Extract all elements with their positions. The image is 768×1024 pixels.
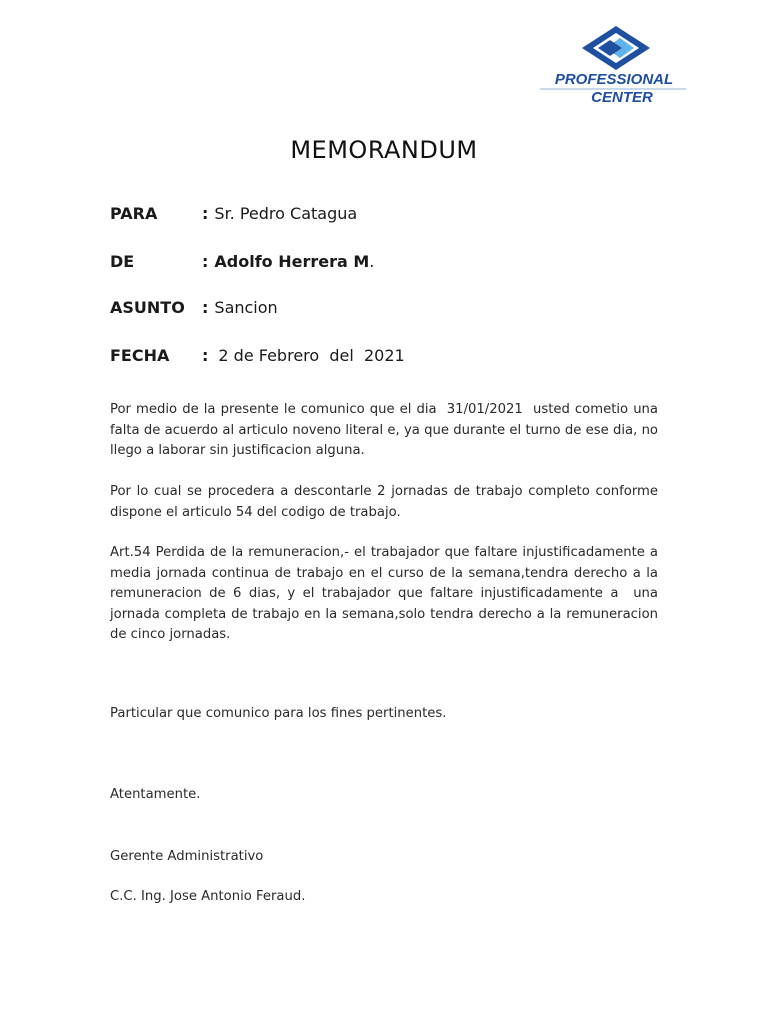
logo-line2: CENTER [591,89,653,106]
para-value: Sr. Pedro Catagua [214,204,358,223]
professional-center-logo-icon [534,22,694,106]
field-asunto: ASUNTO : Sancion [110,298,278,317]
fecha-label: FECHA [110,346,170,365]
body-paragraph-2: Por lo cual se procedera a descontarle 2 jornadas de trabajo completo conforme dispone el articulo 54 del codigo de trabajo. [110,484,658,520]
field-fecha: FECHA : 2 de Febrero del 2021 [110,346,405,365]
body-paragraph-3: Art.54 Perdida de la remuneracion,- el trabajador que faltare injustificadamente a media jornada continua de trabajo en el curso de la semana,tendra derecho a la remuneracion de 6 dias, y el trabajador que faltare injustificadamente a una jornada completa de trabajo en la semana,solo tendra derecho a la remuneracion de cinco jornadas. [110,545,663,642]
field-de: DE : Adolfo Herrera M. [110,252,375,271]
fecha-value: 2 de Febrero del 2021 [218,346,405,365]
asunto-value: Sancion [214,298,278,317]
memo-title: MEMORANDUM [290,136,478,164]
de-value: Adolfo Herrera M [214,252,370,271]
de-label: DE [110,252,135,271]
logo-line1: PROFESSIONAL [554,71,674,88]
closing-line: Particular que comunico para los fines pertinentes. [110,706,447,721]
asunto-label: ASUNTO [110,298,185,317]
carbon-copy: C.C. Ing. Jose Antonio Feraud. [110,889,306,904]
para-label: PARA [110,204,158,223]
company-logo [534,22,694,106]
body-paragraph-1: Por medio de la presente le comunico que el dia 31/01/2021 usted cometio una falta de acuerdo al articulo noveno literal e, ya que durante el turno de ese dia, no llego a laborar sin justificacion alguna. [110,402,663,458]
signer-role: Gerente Administrativo [110,849,264,864]
field-para: PARA : Sr. Pedro Catagua [110,204,358,223]
regards-line: Atentamente. [110,787,201,802]
